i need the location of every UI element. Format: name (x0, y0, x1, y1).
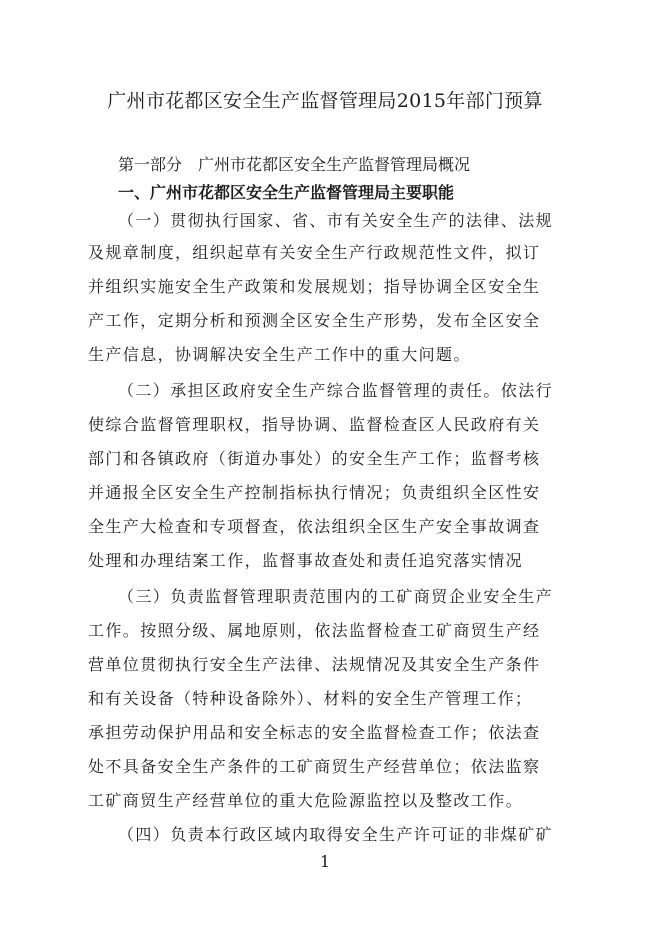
body-line: 及规章制度，组织起草有关安全生产行政规范性文件，拟订 (88, 243, 541, 262)
section-heading: 一、广州市花都区安全生产监督管理局主要职能 (118, 183, 455, 202)
body-line: （二）承担区政府安全生产综合监督管理的责任。依法行 (118, 381, 554, 400)
body-line: 产工作，定期分析和预测全区安全生产形势，发布全区安全 (88, 311, 541, 330)
body-line: 使综合监督管理职权，指导协调、监督检查区人民政府有关 (88, 415, 541, 434)
body-line: 部门和各镇政府（街道办事处）的安全生产工作；监督考核 (88, 449, 541, 468)
body-line: 工矿商贸生产经营单位的重大危险源监控以及整改工作。 (88, 791, 524, 810)
part-label: 第一部分 (118, 155, 183, 174)
part-heading (118, 152, 470, 175)
body-line: 承担劳动保护用品和安全标志的安全监督检查工作；依法查 (88, 723, 541, 742)
document-title: 广州市花都区安全生产监督管理局2015年部门预算 (107, 90, 543, 112)
body-line: 处不具备安全生产条件的工矿商贸生产经营单位；依法监察 (88, 757, 541, 776)
body-line: 工作。按照分级、属地原则，依法监督检查工矿商贸生产经 (88, 621, 541, 640)
body-line: 并组织实施安全生产政策和发展规划；指导协调全区安全生 (88, 277, 541, 296)
body-line: 营单位贯彻执行安全生产法律、法规情况及其安全生产条件 (88, 655, 541, 674)
body-line: 处理和办理结案工作，监督事故查处和责任追究落实情况 (88, 551, 524, 570)
part-title: 广州市花都区安全生产监督管理局概况 (198, 155, 471, 174)
body-line: 和有关设备（特种设备除外）、材料的安全生产管理工作； (88, 689, 533, 708)
body-line: 全生产大检查和专项督查，依法组织全区生产安全事故调查 (88, 517, 541, 536)
body-line: 并通报全区安全生产控制指标执行情况；负责组织全区性安 (88, 483, 541, 502)
body-line: （一）贯彻执行国家、省、市有关安全生产的法律、法规 (118, 211, 554, 230)
body-line: （三）负责监督管理职责范围内的工矿商贸企业安全生产 (118, 587, 554, 606)
body-line: 生产信息，协调解决安全生产工作中的重大问题。 (88, 345, 471, 364)
body-line: （四）负责本行政区域内取得安全生产许可证的非煤矿矿 (118, 825, 554, 844)
page-number: 1 (319, 852, 331, 871)
